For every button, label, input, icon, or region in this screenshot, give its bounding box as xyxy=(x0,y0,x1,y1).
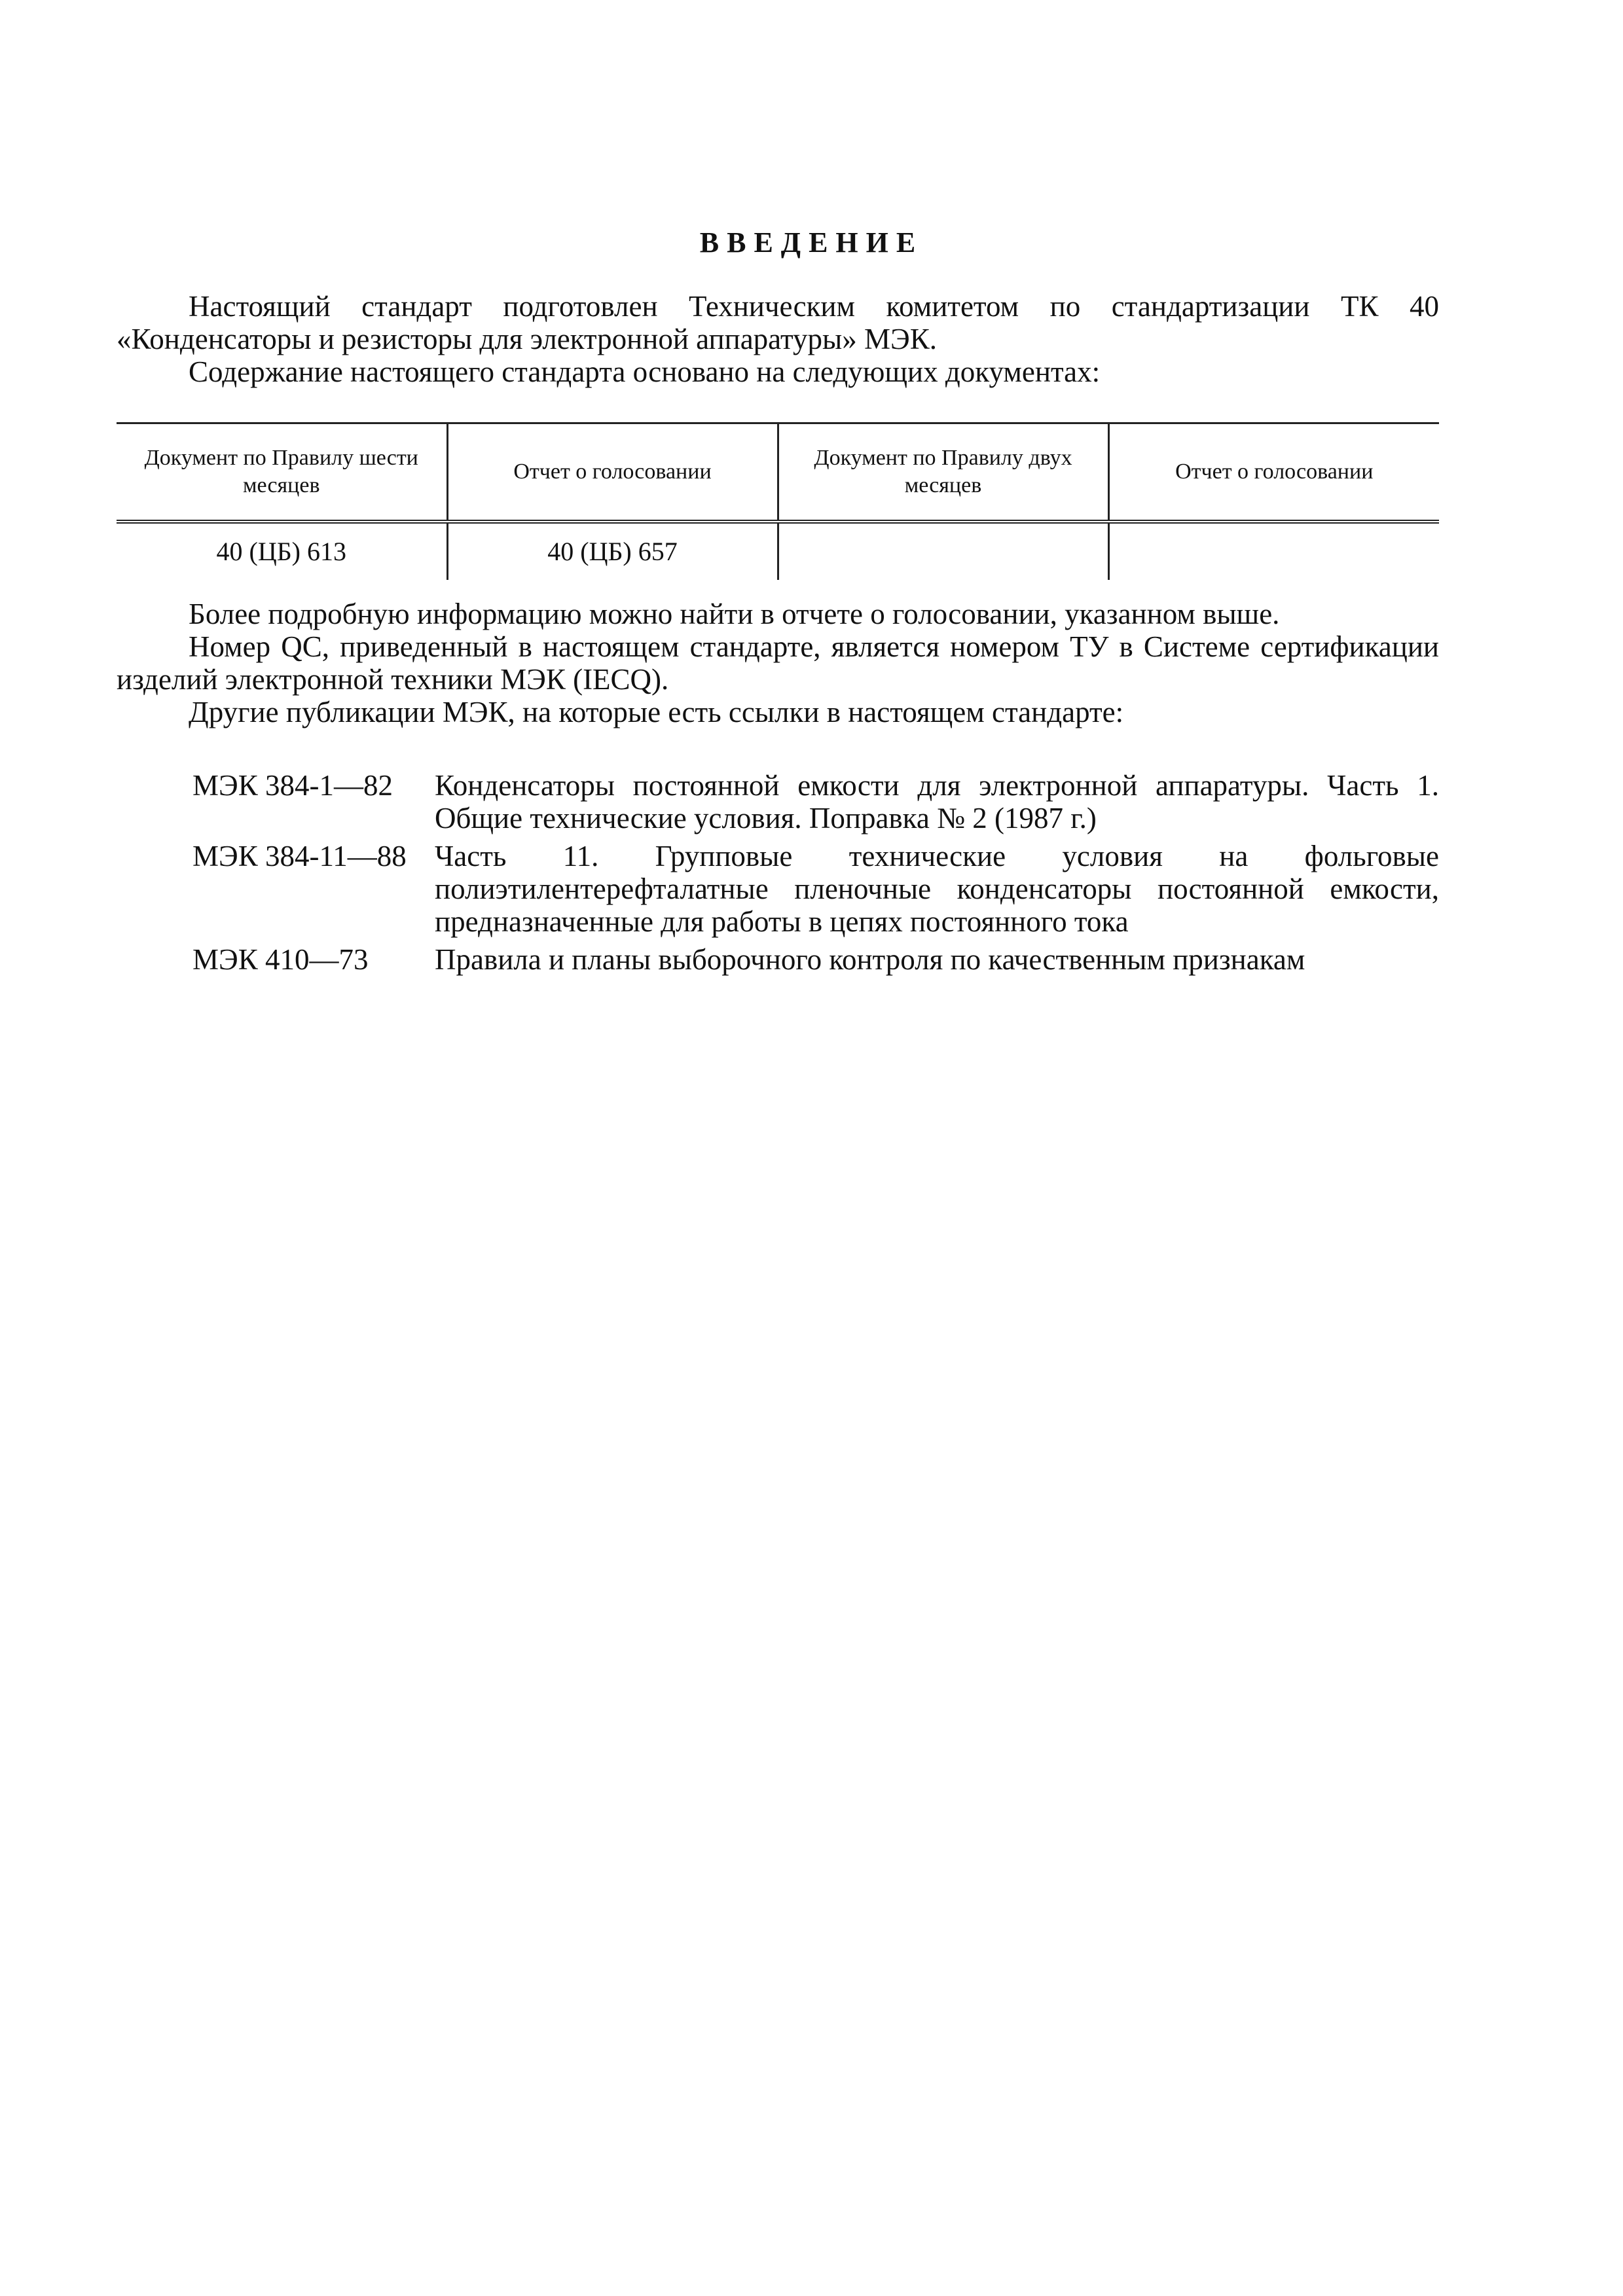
table-header-cell: Отчет о голосовании xyxy=(1108,423,1439,522)
reference-list xyxy=(192,769,1439,981)
list-item xyxy=(192,840,1439,938)
intro-paragraph: Настоящий стандарт подготовлен Техническим комитетом по стандартизации ТК 40 «Конденсаторы и резисторы для электронной аппаратуры» МЭК. xyxy=(117,290,1439,355)
intro-text xyxy=(117,290,1439,388)
table-header-row xyxy=(117,423,1439,522)
table-header-cell: Документ по Правилу шести месяцев xyxy=(117,423,447,522)
page-title: ВВЕДЕНИЕ xyxy=(699,226,924,259)
reference-code: МЭК 384-11—88 xyxy=(192,840,407,872)
reference-code: МЭК 384-1—82 xyxy=(192,769,393,802)
table-cell: 40 (ЦБ) 613 xyxy=(216,537,346,566)
list-item xyxy=(192,769,1439,834)
reference-title: Конденсаторы постоянной емкости для электронной аппаратуры. Часть 1. Общие технические условия. Поправка № 2 (1987 г.) xyxy=(435,769,1439,834)
table-header-cell: Документ по Правилу двух месяцев xyxy=(778,423,1108,522)
intro-paragraph: Содержание настоящего стандарта основано на следующих документах: xyxy=(189,355,1101,388)
table-row xyxy=(117,522,1439,580)
notes-text xyxy=(117,598,1439,728)
note-paragraph: Другие публикации МЭК, на которые есть ссылки в настоящем стандарте: xyxy=(189,696,1124,728)
documents-table xyxy=(117,422,1439,580)
table-cell xyxy=(778,522,1108,580)
reference-title: Правила и планы выборочного контроля по качественным признакам xyxy=(435,943,1305,976)
note-paragraph: Номер QC, приведенный в настоящем стандарте, является номером ТУ в Системе сертификации изделий электронной техники МЭК (IECQ). xyxy=(117,630,1439,696)
list-item xyxy=(192,943,1439,976)
table-cell xyxy=(1108,522,1439,580)
note-paragraph: Более подробную информацию можно найти в отчете о голосовании, указанном выше. xyxy=(189,598,1280,630)
reference-title: Часть 11. Групповые технические условия на фольговые полиэтилентерефталатные пленочные конденсаторы постоянной емкости, предназначенные для работы в цепях постоянного тока xyxy=(435,840,1439,938)
table-cell: 40 (ЦБ) 657 xyxy=(447,522,778,580)
reference-code: МЭК 410—73 xyxy=(192,943,369,976)
table-header-cell: Отчет о голосовании xyxy=(447,423,778,522)
